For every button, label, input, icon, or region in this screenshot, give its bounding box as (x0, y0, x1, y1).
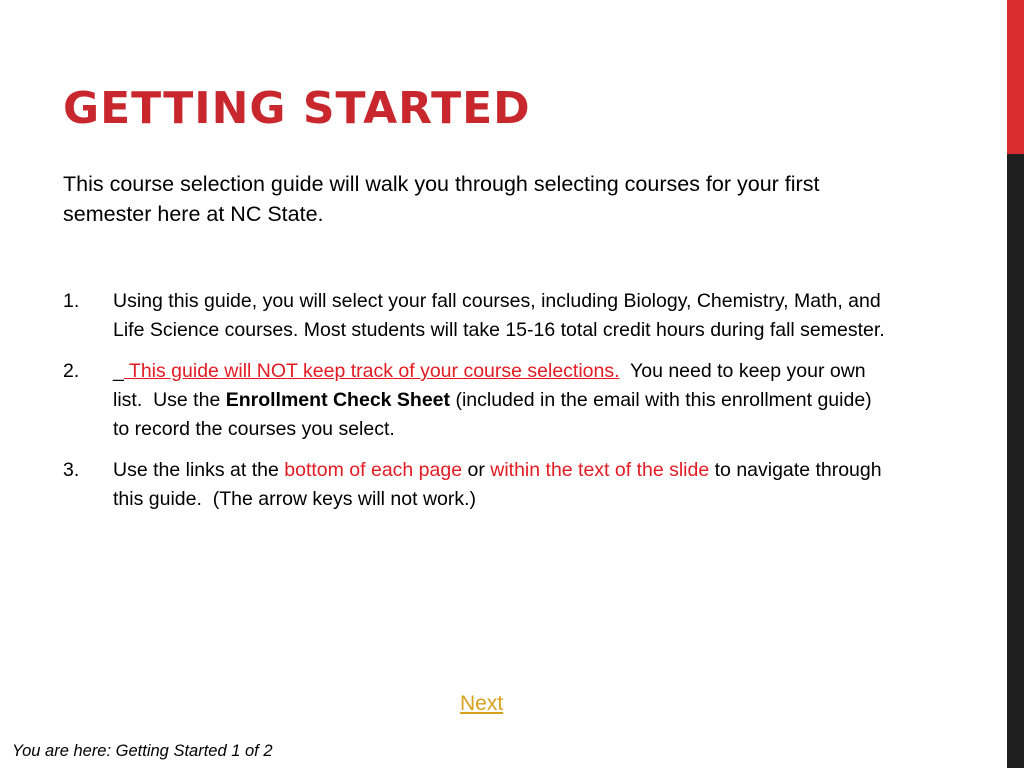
step-underscore: _ (113, 360, 124, 382)
step-text: You need to keep your own list. Use the (113, 360, 872, 411)
steps-list (63, 287, 893, 526)
step-text: Use the links at the (113, 459, 285, 481)
within-slide-link[interactable]: within the text of the slide (490, 459, 710, 481)
intro-paragraph: This course selection guide will walk you through selecting courses for your first semester here at NC State. (63, 172, 820, 226)
side-accent-bar-red (1007, 0, 1024, 154)
enrollment-check-sheet-text: Enrollment Check Sheet (225, 389, 451, 411)
step-1 (63, 287, 893, 345)
step-number: 2. (63, 360, 80, 382)
warning-text: This guide will NOT keep track of your course selections. (123, 360, 620, 382)
step-3 (63, 456, 893, 514)
step-number: 3. (63, 459, 80, 481)
slide-title: GETTING STARTED (63, 83, 531, 134)
step-text: (included in the email with this enrollment guide) to record the courses you select. (113, 389, 872, 440)
breadcrumb: You are here: Getting Started 1 of 2 (12, 742, 273, 760)
step-2 (63, 357, 893, 444)
step-number: 1. (63, 290, 80, 312)
bottom-of-page-link[interactable]: bottom of each page (284, 459, 463, 481)
side-accent-bar-dark (1007, 154, 1024, 768)
step-text: or (462, 459, 491, 481)
step-text: Using this guide, you will select your fall courses, including Biology, Chemistry, Math, and Life Science courses. Most students will take 15-16 total credit hours during fall semester. (113, 290, 885, 341)
next-link[interactable]: Next (460, 692, 504, 715)
step-text: to navigate through this guide. (The arrow keys will not work.) (113, 459, 888, 510)
